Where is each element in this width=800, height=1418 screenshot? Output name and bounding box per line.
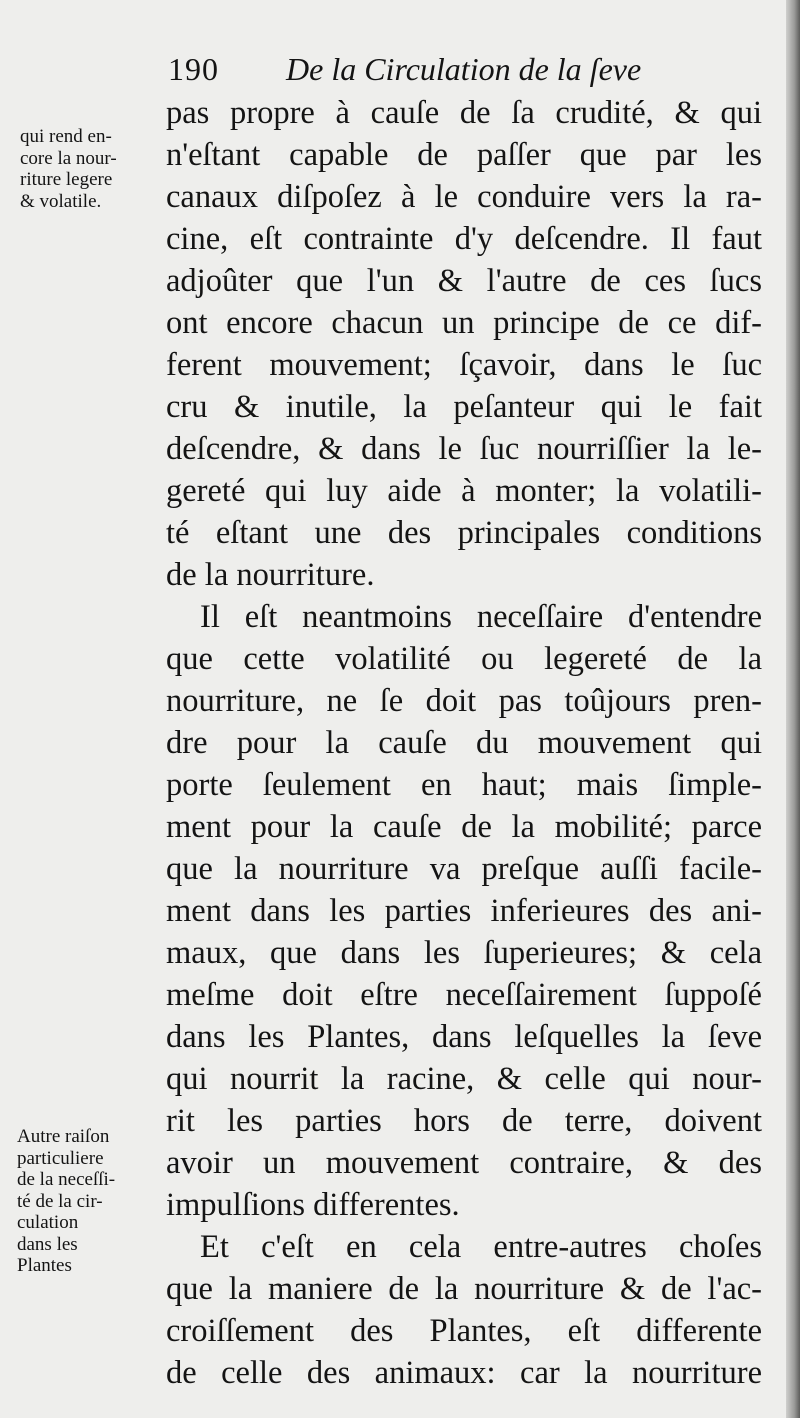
text-line: impulſions differentes. (166, 1187, 460, 1223)
text-line: nourriture, ne ſe doit pas toûjours pren- (166, 683, 762, 719)
text-line: que la nourriture va preſque auſſi facile- (166, 851, 762, 887)
text-line: de la nourriture. (166, 557, 375, 593)
text-line: ont encore chacun un principe de ce dif- (166, 305, 762, 341)
margin-note-line: core la nour- (20, 147, 117, 169)
text-line: cru & inutile, la peſanteur qui le fait (166, 389, 762, 425)
margin-note-line: & volatile. (20, 190, 102, 212)
text-line: qui nourrit la racine, & celle qui nour- (166, 1061, 762, 1097)
text-line: deſcendre, & dans le ſuc nourriſſier la le- (166, 431, 762, 467)
body-text (166, 92, 762, 1394)
text-line: Il eſt neantmoins neceſſaire d'entendre (200, 599, 762, 635)
margin-note-line: particuliere (17, 1147, 104, 1169)
text-line: té eſtant une des principales conditions (166, 515, 762, 551)
margin-note (17, 1126, 115, 1277)
text-line: ferent mouvement; ſçavoir, dans le ſuc (166, 347, 762, 383)
text-line: n'eſtant capable de paſſer que par les (166, 137, 762, 173)
margin-note (20, 126, 117, 212)
text-line: croiſſement des Plantes, eſt differente (166, 1313, 762, 1349)
margin-note-line: dans les (17, 1233, 78, 1255)
margin-note-line: té de la cir- (17, 1190, 103, 1212)
text-line: que la maniere de la nourriture & de l'ac- (166, 1271, 762, 1307)
text-line: ment dans les parties inferieures des ani- (166, 893, 762, 929)
text-line: cine, eſt contrainte d'y deſcendre. Il faut (166, 221, 762, 257)
text-line: meſme doit eſtre neceſſairement ſuppoſé (166, 977, 762, 1013)
text-line: Et c'eſt en cela entre-autres choſes (200, 1229, 762, 1265)
text-line: maux, que dans les ſuperieures; & cela (166, 935, 762, 971)
text-line: dans les Plantes, dans leſquelles la ſeve (166, 1019, 762, 1055)
text-line: adjoûter que l'un & l'autre de ces ſucs (166, 263, 762, 299)
page-header (168, 46, 778, 92)
text-line: pas propre à cauſe de ſa crudité, & qui (166, 95, 762, 131)
text-line: canaux diſpoſez à le conduire vers la ra- (166, 179, 762, 215)
text-line: porte ſeulement en haut; mais ſimple- (166, 767, 762, 803)
page-edge-shadow (786, 0, 800, 1418)
text-line: dre pour la cauſe du mouvement qui (166, 725, 762, 761)
text-line: de celle des animaux: car la nourriture (166, 1355, 762, 1391)
margin-note-line: culation (17, 1212, 79, 1233)
text-line: ment pour la cauſe de la mobilité; parce (166, 809, 762, 845)
text-line: rit les parties hors de terre, doivent (166, 1103, 762, 1139)
page-number: 190 (168, 51, 219, 87)
margin-note-line: qui rend en- (20, 126, 112, 147)
margin-note-line: Plantes (17, 1255, 72, 1276)
running-title: De la Circulation de la ſeve (286, 51, 642, 87)
margin-note-line: Autre raiſon (17, 1126, 110, 1147)
text-line: avoir un mouvement contraire, & des (166, 1145, 762, 1181)
text-line: gereté qui luy aide à monter; la volatili- (166, 473, 762, 509)
text-line: que cette volatilité ou legereté de la (166, 641, 762, 677)
margin-note-line: de la neceſſi- (17, 1169, 116, 1190)
margin-note-line: riture legere (20, 169, 113, 190)
